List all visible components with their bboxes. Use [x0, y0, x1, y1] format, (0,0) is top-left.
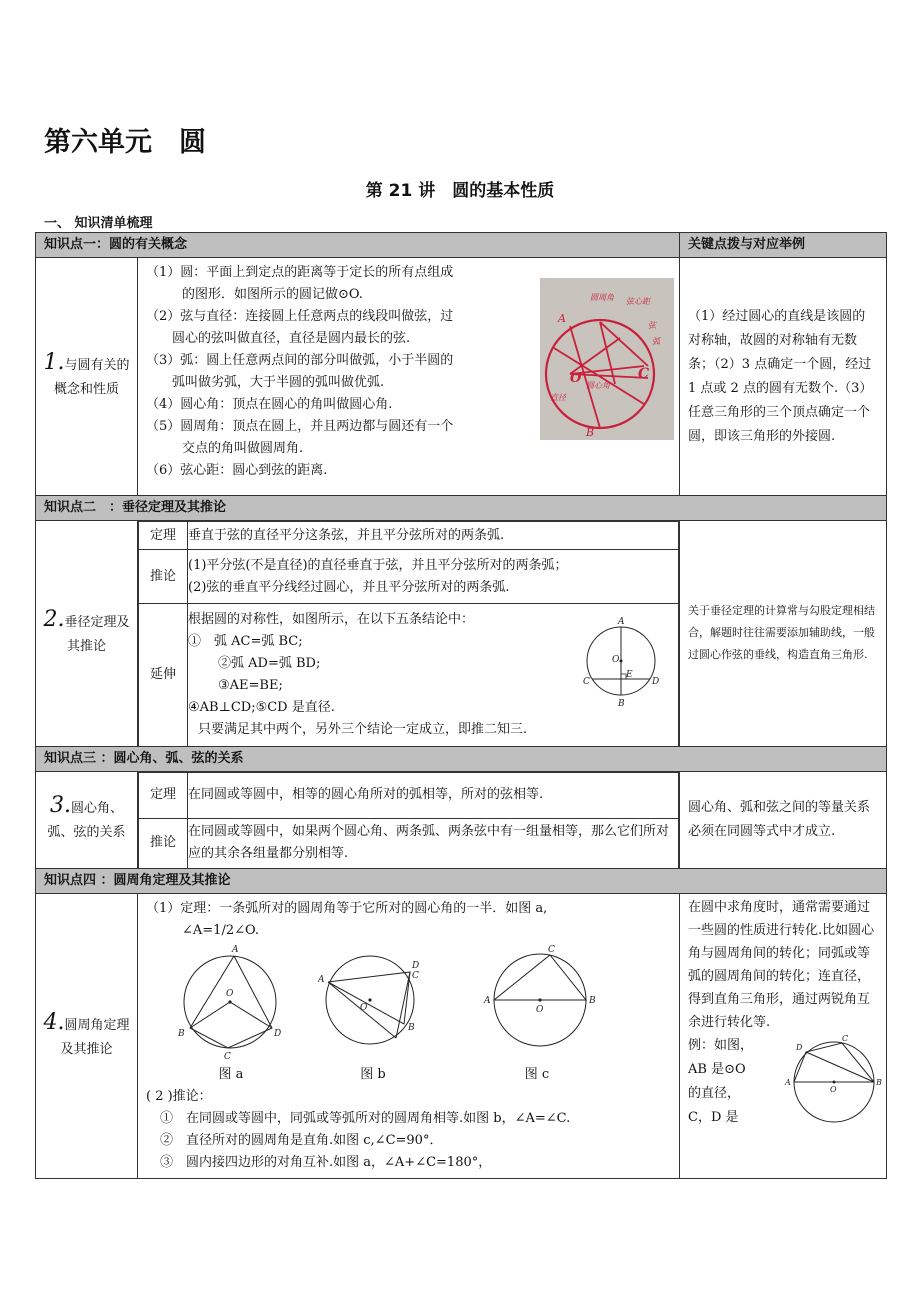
kp3-row	[36, 771, 887, 869]
kp4-def-2: ∠A=1/2∠O.	[182, 923, 260, 938]
fig-a-caption: 图 a	[218, 1067, 244, 1082]
kp4-corollary-1: ① 在同圆或等圆中，同弧或等弧所对的圆周角相等.如图 b，∠A=∠C.	[160, 1111, 571, 1126]
kp2-corollary-2: (2)弦的垂直平分线经过圆心，并且平分弦所对的两条弧.	[188, 579, 510, 595]
kp2-topic	[36, 521, 138, 747]
kp2-ext-6: 只要满足其中两个，另外三个结论一定成立，即推二知三.	[198, 721, 528, 737]
kp4-example-3: 的直径，	[688, 1086, 741, 1101]
kp1-item-1: （1）圆：平面上到定点的距离等于定长的所有点组成	[146, 265, 454, 280]
diag2-label-a: A	[618, 617, 625, 627]
kp4-corollary-title: ( 2 )推论：	[146, 1089, 212, 1104]
kp3-theorem-label: 定理	[139, 772, 188, 818]
kp4-topic-text: 圆周角定理及其推论	[60, 1017, 130, 1057]
kp4-topic-num: 4.	[43, 1009, 65, 1035]
photo-label-o: O	[570, 371, 582, 386]
kp2-topic-text: 垂径定理及其推论	[64, 614, 130, 654]
kp2-ext-5: ④AB⊥CD;⑤CD 是直径.	[188, 699, 335, 715]
kp4-corollary-2: ② 直径所对的圆周角是直角.如图 c,∠C=90°．	[160, 1133, 443, 1148]
ex-label-o: O	[830, 1085, 837, 1094]
figc-label-o: O	[536, 1005, 544, 1015]
kp2-corollary-1: (1)平分弦(不是直径)的直径垂直于弦，并且平分弦所对的两条弧；	[188, 557, 568, 573]
kp3-header-row	[36, 746, 887, 771]
kp2-header-row	[36, 496, 887, 521]
photo-label-a: A	[558, 312, 566, 325]
kp1-header: 知识点一：圆的有关概念	[36, 233, 680, 258]
kp1-content	[138, 258, 680, 496]
diag2-label-d: D	[652, 677, 660, 687]
lecture-title: 第 21 讲 圆的基本性质	[365, 181, 555, 201]
figb-label-a: A	[318, 975, 325, 985]
diag2-label-o: O	[612, 655, 620, 665]
figc-label-c: C	[548, 945, 555, 955]
kp2-subtable	[138, 521, 679, 746]
kp1-item-1b: 的图形．如图所示的圆记做⊙O.	[182, 287, 363, 302]
kp1-topic-text: 与圆有关的概念和性质	[53, 358, 130, 397]
kp2-ext-3: ②弧 AD=弧 BD;	[218, 655, 321, 671]
kp4-header-row	[36, 869, 887, 894]
photo-label-t6: 圆心角	[586, 381, 610, 390]
kp3-theorem: 在同圆或等圆中，相等的圆心角所对的弧相等，所对的弦相等.	[188, 772, 679, 818]
circle-concepts-photo	[540, 278, 674, 440]
kp4-def-1: （1）定理：一条弧所对的圆周角等于它所对的圆心角的一半．如图 a,	[146, 901, 548, 916]
figb-label-b: B	[408, 1023, 415, 1033]
kp1-row	[36, 258, 887, 496]
kp3-content	[138, 771, 680, 869]
figa-label-b: B	[178, 1029, 185, 1039]
kp4-note: 在圆中求角度时，通常需要通过一些圆的性质进行转化.比如圆心角与圆周角间的转化；同弧或等弧的圆周角间的转化；连直径，得到直角三角形，通过两锐角互余进行转化等.	[688, 900, 875, 1030]
perpendicular-diameter-diagram	[576, 616, 666, 710]
kp3-note: 圆心角、弧和弦之间的等量关系必须在同圆等式中才成立.	[680, 771, 887, 869]
kp4-row	[36, 894, 887, 1179]
kp2-theorem-row	[139, 522, 679, 550]
ex-label-d: D	[796, 1043, 803, 1052]
figa-label-a: A	[232, 945, 239, 955]
diag2-label-b: B	[618, 699, 625, 709]
kp2-theorem-label: 定理	[139, 522, 188, 550]
diag2-label-e: E	[626, 670, 633, 680]
photo-label-t4: 弧	[652, 337, 660, 346]
kp2-theorem: 垂直于弦的直径平分这条弦，并且平分弦所对的两条弧.	[188, 522, 679, 550]
photo-label-t2: 弦心距	[626, 297, 650, 306]
figb-label-o: O	[360, 1003, 368, 1013]
ex-label-b: B	[876, 1078, 882, 1087]
kp3-corollary: 在同圆或等圆中，如果两个圆心角、两条弧、两条弦中有一组量相等，那么它们所对应的其余各组量都分别相等.	[188, 818, 679, 868]
side-header: 关键点拨与对应举例	[680, 233, 887, 258]
kp1-item-3b: 弧叫做劣弧，大于半圆的弧叫做优弧.	[172, 375, 385, 390]
kp2-topic-num: 2.	[43, 606, 65, 632]
kp2-corollary-label: 推论	[139, 550, 188, 604]
kp2-row	[36, 521, 887, 747]
kp4-topic	[36, 894, 138, 1179]
kp4-example-4: C，D 是	[688, 1110, 739, 1125]
kp2-content	[138, 521, 680, 747]
figure-b	[318, 948, 428, 1058]
ex-label-a: A	[785, 1078, 791, 1087]
kp4-corollary-3: ③ 圆内接四边形的对角互补.如图 a，∠A+∠C=180°，	[160, 1155, 492, 1170]
kp3-topic-num: 3.	[49, 793, 71, 819]
kp4-note-cell	[680, 894, 887, 1179]
figure-a	[176, 942, 286, 1062]
photo-label-c: C	[638, 366, 650, 382]
kp3-theorem-row	[139, 772, 679, 818]
kp1-item-4: （4）圆心角：顶点在圆心的角叫做圆心角.	[146, 397, 393, 412]
kp2-ext-4: ③AE=BE;	[218, 677, 283, 693]
fig-b-caption: 图 b	[360, 1067, 386, 1082]
kp2-extension-row	[139, 604, 679, 746]
kp2-ext-2: ① 弧 AC=弧 BC;	[188, 633, 303, 649]
kp1-topic	[36, 258, 138, 496]
fig-c-caption: 图 c	[524, 1067, 550, 1082]
kp4-example-2: AB 是⊙O	[688, 1062, 746, 1077]
example-diagram	[784, 1034, 884, 1128]
kp2-extension	[188, 604, 679, 746]
figb-label-c: C	[412, 971, 419, 981]
figc-label-b: B	[589, 996, 596, 1006]
kp3-corollary-row	[139, 818, 679, 868]
kp3-header: 知识点三 ：圆心角、弧、弦的关系	[36, 746, 887, 771]
figc-label-a: A	[484, 996, 491, 1006]
photo-label-t1: 圆周角	[590, 293, 614, 302]
kp1-note: （1）经过圆心的直线是该圆的对称轴，故圆的对称轴有无数条；（2）3 点确定一个圆，经过 1 点或 2 点的圆有无数个.（3）任意三角形的三个顶点确定一个圆，即该三角形的外接圆.	[680, 258, 887, 496]
kp1-item-2b: 圆心的弦叫做直径，直径是圆内最长的弦.	[172, 331, 411, 346]
kp1-item-6: （6）弦心距：圆心到弦的距离.	[146, 463, 328, 478]
diag2-label-c: C	[583, 677, 590, 687]
ex-label-c: C	[842, 1034, 849, 1043]
photo-label-t5: 直径	[550, 393, 566, 402]
kp1-item-5: （5）圆周角：顶点在圆上，并且两边都与圆还有一个	[146, 419, 454, 434]
kp2-corollary-row	[139, 550, 679, 604]
figb-label-d: D	[412, 961, 420, 971]
kp3-topic	[36, 771, 138, 869]
kp1-item-3: （3）弧：圆上任意两点间的部分叫做弧，小于半圆的	[146, 353, 454, 368]
kp2-ext-1: 根据圆的对称性，如图所示，在以下五条结论中：	[188, 611, 475, 627]
kp4-content	[138, 894, 680, 1179]
figure-c	[472, 942, 602, 1062]
kp1-item-2: （2）弦与直径：连接圆上任意两点的线段叫做弦，过	[146, 309, 454, 324]
kp4-example-1: 例：如图，	[688, 1038, 754, 1053]
kp3-corollary-label: 推论	[139, 818, 188, 868]
kp3-subtable	[138, 772, 679, 869]
kp1-header-row	[36, 233, 887, 258]
kp1-topic-num: 1.	[43, 350, 65, 375]
figa-label-d: D	[274, 1029, 282, 1039]
kp3-topic-text: 圆心角、弧、弦的关系	[47, 801, 126, 841]
kp4-figures	[146, 942, 671, 1086]
kp4-header: 知识点四 ：圆周角定理及其推论	[36, 869, 887, 894]
kp1-item-5b: 交点的角叫做圆周角.	[182, 441, 304, 456]
kp2-extension-label: 延伸	[139, 604, 188, 746]
figa-label-c: C	[224, 1052, 231, 1062]
knowledge-table	[35, 232, 887, 1179]
photo-label-t3: 弦	[648, 321, 656, 330]
section-title: 一、 知识清单梳理	[44, 216, 153, 231]
kp2-corollary	[188, 550, 679, 604]
kp4-example	[688, 1034, 882, 1130]
figa-label-o: O	[226, 989, 234, 999]
photo-label-b: B	[586, 426, 595, 439]
unit-title: 第六单元 圆	[44, 127, 206, 158]
kp2-header: 知识点二 ：垂径定理及其推论	[36, 496, 887, 521]
kp2-note: 关于垂径定理的计算常与勾股定理相结合，解题时往往需要添加辅助线，一般过圆心作弦的垂线，构造直角三角形.	[680, 521, 887, 747]
